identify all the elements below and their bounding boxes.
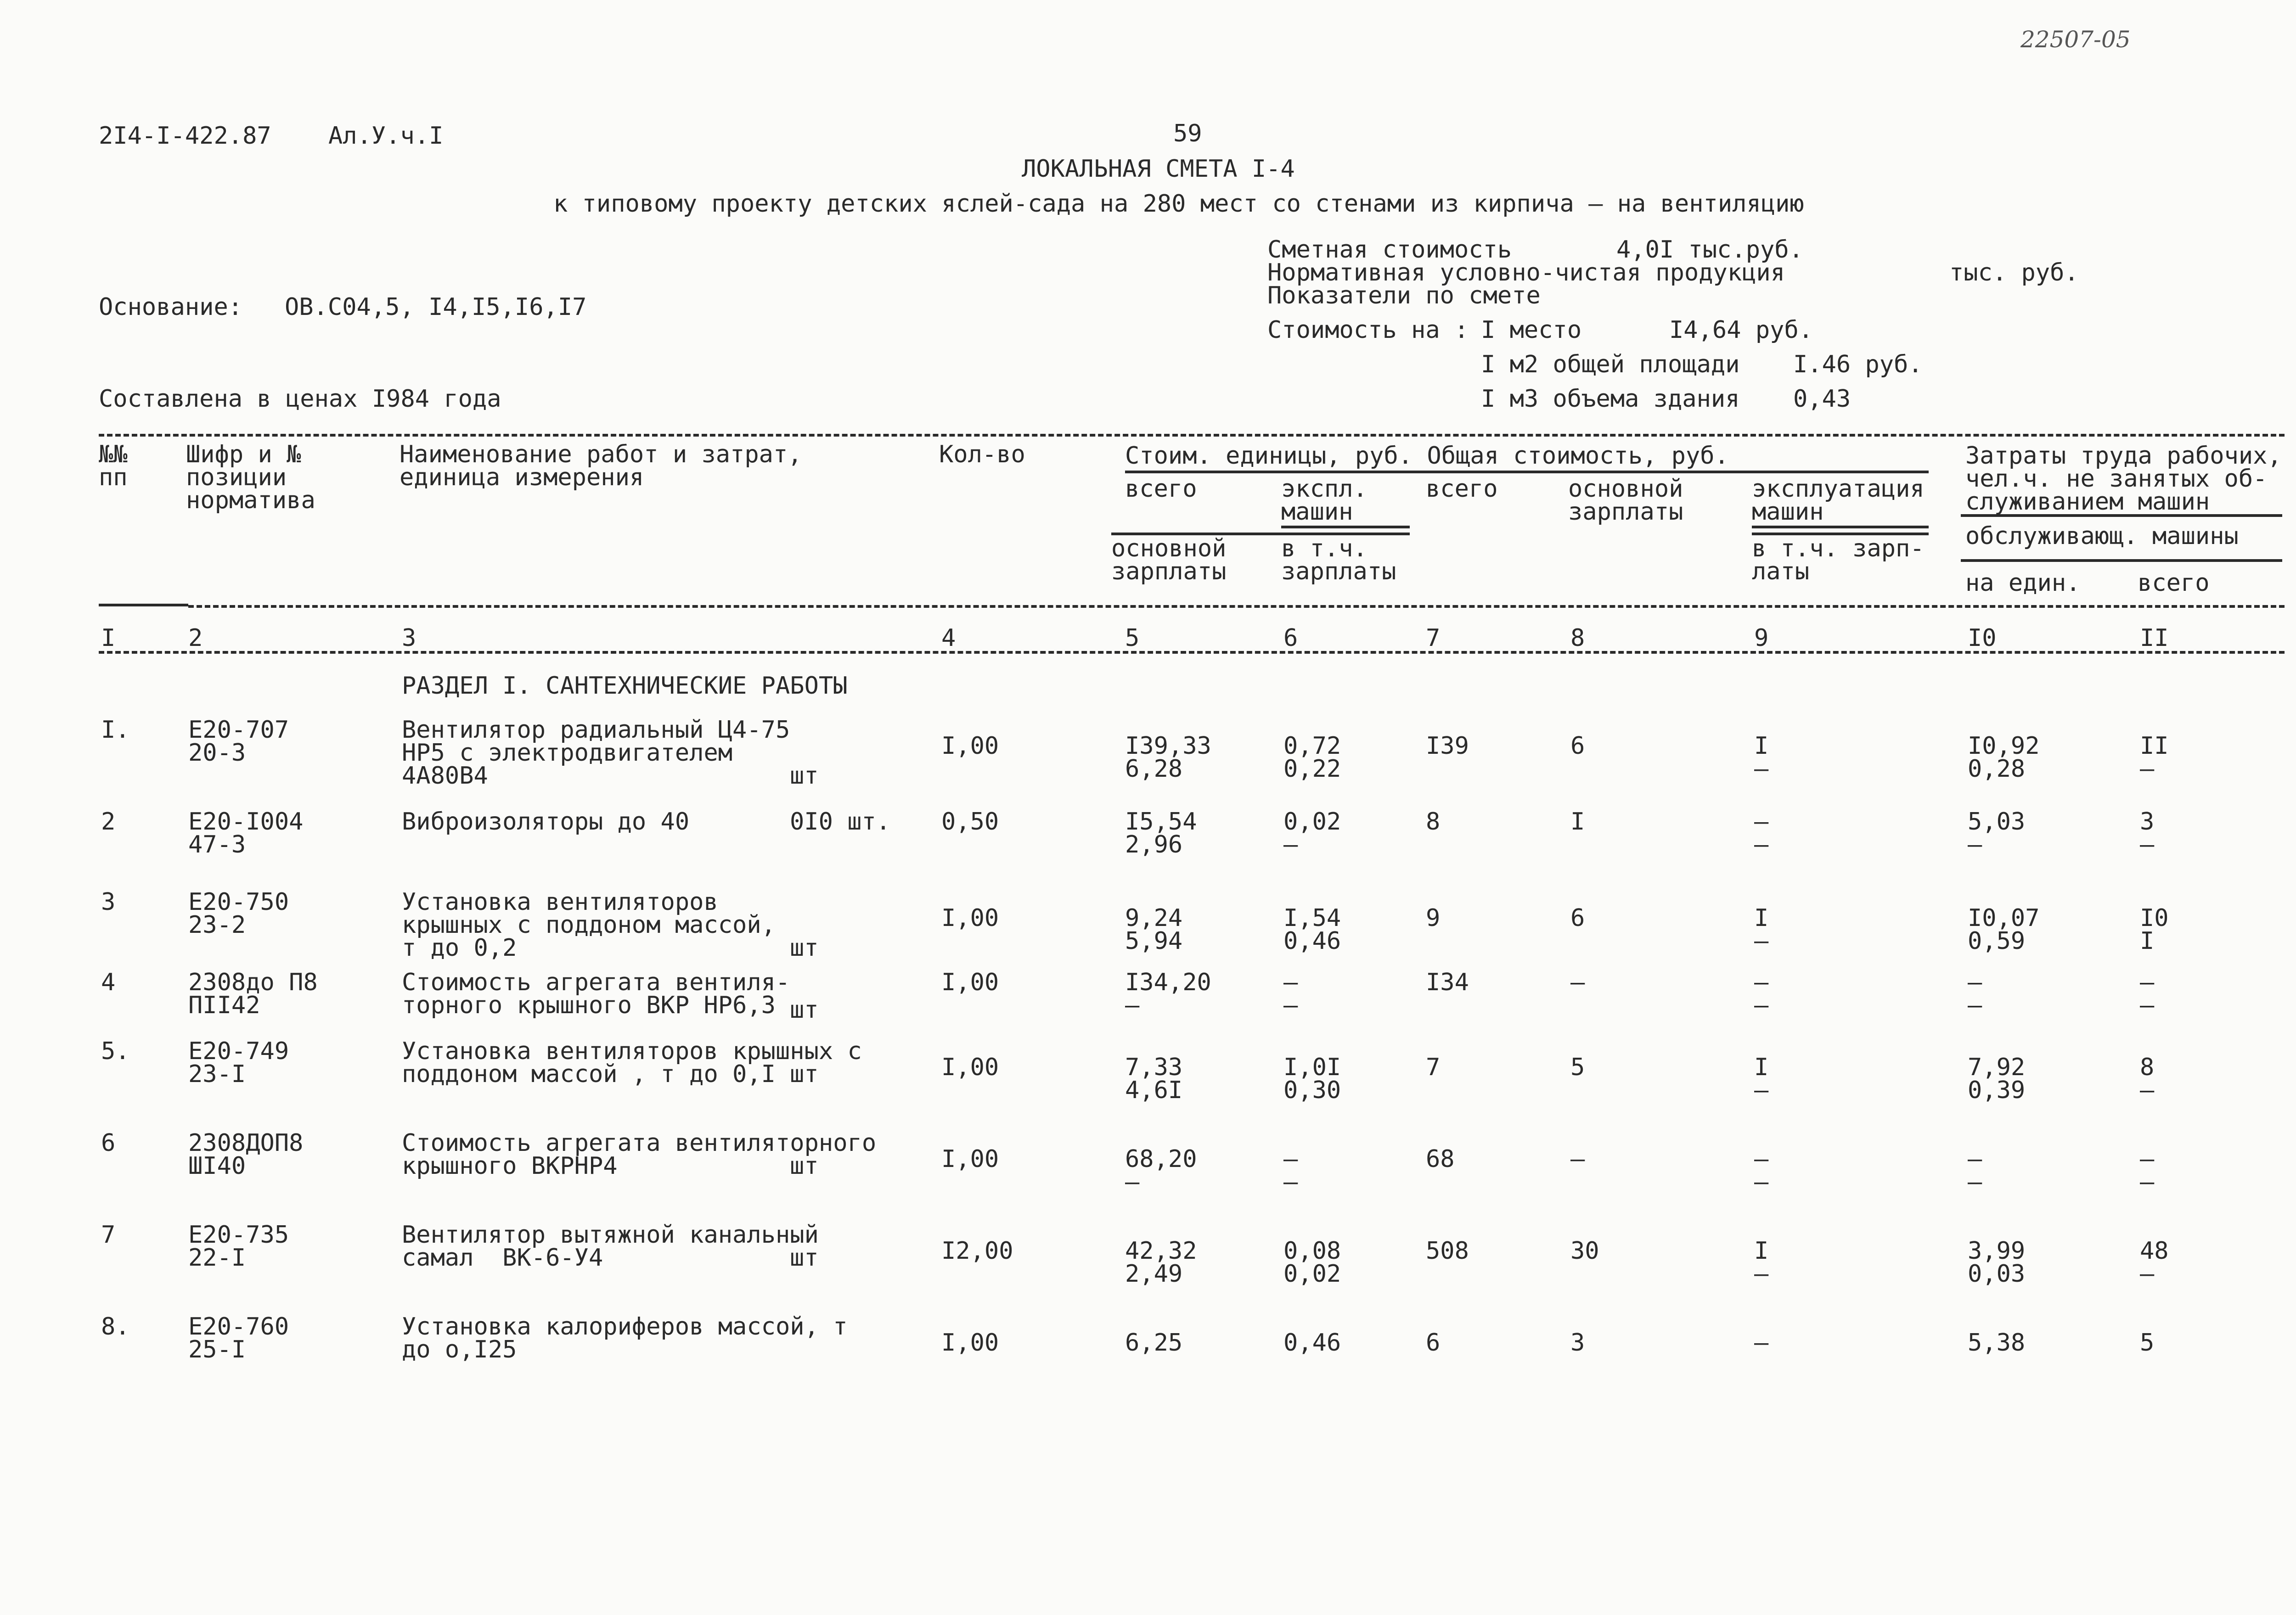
col-number: 2: [188, 624, 203, 652]
col-number: 3: [402, 624, 416, 652]
header-serving: обслуживающ. машины: [1965, 522, 2239, 550]
cell-c7: 68: [1426, 1145, 1455, 1173]
cell-unit: шт: [790, 1060, 819, 1088]
cell-unit: шт: [790, 996, 819, 1024]
per-m2-label: I м2 общей площади: [1481, 351, 1740, 378]
cell-c5: 42,32 2,49: [1125, 1237, 1197, 1288]
cell-num: 2: [101, 808, 116, 836]
cell-c5: 6,25: [1125, 1329, 1183, 1357]
header-total-3: всего: [2138, 569, 2210, 597]
cell-name: Вентилятор радиальный Ц4-75 НР5 с электродвигателем 4А80В4: [402, 716, 790, 790]
cell-c6: 0,08 0,02: [1283, 1237, 1341, 1288]
cell-c7: I39: [1426, 732, 1469, 760]
expl-machines-rule: [1752, 526, 1929, 528]
estimated-cost-value: 4,0I тыс.руб.: [1616, 236, 1803, 264]
cell-qty: I,00: [941, 969, 999, 996]
cell-c6: 0,46: [1283, 1329, 1341, 1357]
cell-c9: I –: [1754, 1237, 1769, 1288]
cell-c11: 48 –: [2140, 1237, 2169, 1288]
cell-unit: шт: [790, 762, 819, 790]
cell-num: I.: [101, 716, 130, 744]
cell-c10: – –: [1968, 969, 1982, 1019]
cell-c8: 5: [1570, 1054, 1585, 1081]
cell-c9: I –: [1754, 1054, 1769, 1104]
cell-c10: I0,92 0,28: [1968, 732, 2040, 783]
cell-num: 8.: [101, 1313, 130, 1340]
cell-c9: I –: [1754, 732, 1769, 783]
cost-group-rule: [1125, 471, 1929, 473]
cell-unit: 0I0 шт.: [790, 808, 891, 836]
cell-name: Стоимость агрегата вентиля- торного крышного ВКР НР6,3: [402, 969, 790, 1019]
per-m3-label: I м3 объема здания: [1481, 385, 1740, 413]
section-title: РАЗДЕЛ I. САНТЕХНИЧЕСКИЕ РАБОТЫ: [402, 672, 848, 700]
header-per-unit: на един.: [1965, 569, 2081, 597]
col-number: II: [2140, 624, 2169, 652]
cell-code: Е20-760 25-I: [188, 1313, 289, 1363]
cell-unit: шт: [790, 1244, 819, 1272]
cost-per-label: Стоимость на :: [1267, 316, 1469, 344]
header-total-2: всего: [1426, 475, 1498, 503]
cell-c5: I5,54 2,96: [1125, 808, 1197, 858]
cell-c10: 7,92 0,39: [1968, 1054, 2026, 1104]
cell-c7: I34: [1426, 969, 1469, 996]
header-incl-wage: в т.ч. зарплаты: [1281, 535, 1396, 585]
header-base-wage: основной зарплаты: [1568, 475, 1683, 526]
cell-c9: I –: [1754, 904, 1769, 955]
header-expl: экспл. машин: [1281, 475, 1367, 526]
cell-c11: 3 –: [2140, 808, 2155, 858]
cell-c6: – –: [1283, 1145, 1298, 1196]
cell-c7: 508: [1426, 1237, 1469, 1265]
header-qty: Кол-во: [939, 441, 1025, 468]
header-base-wage-sub: основной зарплаты: [1111, 535, 1227, 585]
header-expl-machines: эксплуатация машин: [1752, 475, 1925, 526]
page-number: 59: [1173, 120, 1202, 147]
cell-c6: – –: [1283, 969, 1298, 1019]
cell-unit: шт: [790, 1152, 819, 1180]
cell-code: Е20-750 23-2: [188, 888, 289, 939]
cell-c11: I0 I: [2140, 904, 2169, 955]
cell-c10: 5,03 –: [1968, 808, 2026, 858]
cell-c11: 5: [2140, 1329, 2155, 1357]
cell-num: 4: [101, 969, 116, 996]
cell-c10: I0,07 0,59: [1968, 904, 2040, 955]
cell-c8: 6: [1570, 732, 1585, 760]
cell-name: Виброизоляторы до 40: [402, 808, 690, 836]
cell-c6: I,54 0,46: [1283, 904, 1341, 955]
col-number: 5: [1125, 624, 1140, 652]
col-number: I0: [1968, 624, 1997, 652]
cell-qty: I,00: [941, 1054, 999, 1081]
cell-c9: – –: [1754, 1145, 1769, 1196]
col-number: 6: [1283, 624, 1298, 652]
col-number: 4: [941, 624, 956, 652]
cell-name: Установка вентиляторов крышных с поддоном массой , т до 0,I: [402, 1037, 862, 1088]
cell-qty: I,00: [941, 732, 999, 760]
cell-c6: 0,02 –: [1283, 808, 1341, 858]
cell-c5: 68,20 –: [1125, 1145, 1197, 1196]
cell-name: Стоимость агрегата вентиляторного крышного ВКРНР4: [402, 1129, 877, 1180]
header-labor: Затраты труда рабочих, чел.ч. не занятых об- служиванием машин: [1965, 442, 2282, 516]
cell-c10: – –: [1968, 1145, 1982, 1196]
cell-c9: – –: [1754, 969, 1769, 1019]
cell-num: 5.: [101, 1037, 130, 1065]
cell-code: Е20-735 22-I: [188, 1221, 289, 1272]
col-number-dashed-rule: [99, 651, 2285, 654]
cell-name: Вентилятор вытяжной канальный самал ВК-6-У4: [402, 1221, 819, 1272]
cell-c10: 3,99 0,03: [1968, 1237, 2026, 1288]
cell-c5: 7,33 4,6I: [1125, 1054, 1183, 1104]
cell-c8: –: [1570, 969, 1585, 996]
cell-code: Е20-707 20-3: [188, 716, 289, 767]
estimated-cost-label: Сметная стоимость: [1267, 236, 1512, 264]
cell-c8: I: [1570, 808, 1585, 836]
per-place-value: I4,64 руб.: [1669, 316, 1813, 344]
cell-unit: шт: [790, 934, 819, 962]
basis-value: ОВ.С04,5, I4,I5,I6,I7: [285, 293, 587, 321]
expl-rule: [1281, 526, 1410, 528]
cell-c5: 9,24 5,94: [1125, 904, 1183, 955]
normative-unit: тыс. руб.: [1949, 259, 2079, 286]
indicators-label: Показатели по смете: [1267, 282, 1541, 309]
header-code: Шифр и № позиции норматива: [186, 441, 315, 514]
cell-num: 6: [101, 1129, 116, 1157]
per-m3-value: 0,43: [1793, 385, 1851, 413]
header-bottom-solid-rule: [99, 604, 188, 606]
cell-code: Е20-749 23-I: [188, 1037, 289, 1088]
album-label: Ал.У.ч.I: [328, 122, 444, 150]
per-m2-value: I.46 руб.: [1793, 351, 1923, 378]
header-bottom-dashed-rule: [188, 605, 2285, 608]
cell-code: 2308до П8 ПII42: [188, 969, 318, 1019]
cell-c8: –: [1570, 1145, 1585, 1173]
cell-c7: 8: [1426, 808, 1441, 836]
col-number: 7: [1426, 624, 1441, 652]
header-incl-wage-2: в т.ч. зарп- латы: [1752, 535, 1925, 585]
cell-c11: – –: [2140, 1145, 2155, 1196]
prices-note: Составлена в ценах I984 года: [99, 385, 501, 413]
cell-c6: 0,72 0,22: [1283, 732, 1341, 783]
cell-code: Е20-I004 47-3: [188, 808, 304, 858]
cell-c9: –: [1754, 1329, 1769, 1357]
cell-qty: I2,00: [941, 1237, 1013, 1265]
cell-c11: 8 –: [2140, 1054, 2155, 1104]
cell-c6: I,0I 0,30: [1283, 1054, 1341, 1104]
cell-qty: I,00: [941, 1145, 999, 1173]
document-subtitle: к типовому проекту детских яслей-сада на 280 мест со стенами из кирпича – на вентиляцию: [553, 190, 1804, 218]
cell-c7: 6: [1426, 1329, 1441, 1357]
cell-c7: 7: [1426, 1054, 1441, 1081]
col-number: 9: [1754, 624, 1769, 652]
basis-label: Основание:: [99, 293, 243, 321]
per-place-label: I место: [1481, 316, 1582, 344]
cell-c9: – –: [1754, 808, 1769, 858]
handwritten-reference: 22507-05: [2020, 26, 2131, 53]
cell-c7: 9: [1426, 904, 1441, 932]
cell-c8: 6: [1570, 904, 1585, 932]
document-title: ЛОКАЛЬНАЯ СМЕТА I-4: [1022, 155, 1295, 183]
cell-qty: I,00: [941, 1329, 999, 1357]
cell-name: Установка калориферов массой, т до о,I25: [402, 1313, 848, 1363]
cell-c5: I39,33 6,28: [1125, 732, 1211, 783]
cell-c5: I34,20 –: [1125, 969, 1211, 1019]
cell-c11: – –: [2140, 969, 2155, 1019]
col-number: 8: [1570, 624, 1585, 652]
cell-qty: 0,50: [941, 808, 999, 836]
header-cost-group: Стоим. единицы, руб. Общая стоимость, руб.: [1125, 442, 1729, 470]
header-total: всего: [1125, 475, 1197, 503]
cell-c11: II –: [2140, 732, 2169, 783]
cell-num: 7: [101, 1221, 116, 1249]
header-name: Наименование работ и затрат, единица измерения: [400, 441, 802, 491]
cell-c10: 5,38: [1968, 1329, 2026, 1357]
header-num: №№ пп: [99, 441, 128, 491]
document-code: 2I4-I-422.87: [99, 122, 271, 150]
cell-c8: 3: [1570, 1329, 1585, 1357]
cell-qty: I,00: [941, 904, 999, 932]
normative-label: Нормативная условно-чистая продукция: [1267, 259, 1785, 286]
serving-rule: [1961, 559, 2282, 562]
col-number: I: [101, 624, 116, 652]
cell-c8: 30: [1570, 1237, 1599, 1265]
header-top-dashed-rule: [99, 434, 2285, 437]
cell-name: Установка вентиляторов крышных с поддоном массой, т до 0,2: [402, 888, 776, 962]
cell-num: 3: [101, 888, 116, 916]
cell-code: 2308ДОП8 ШI40: [188, 1129, 304, 1180]
